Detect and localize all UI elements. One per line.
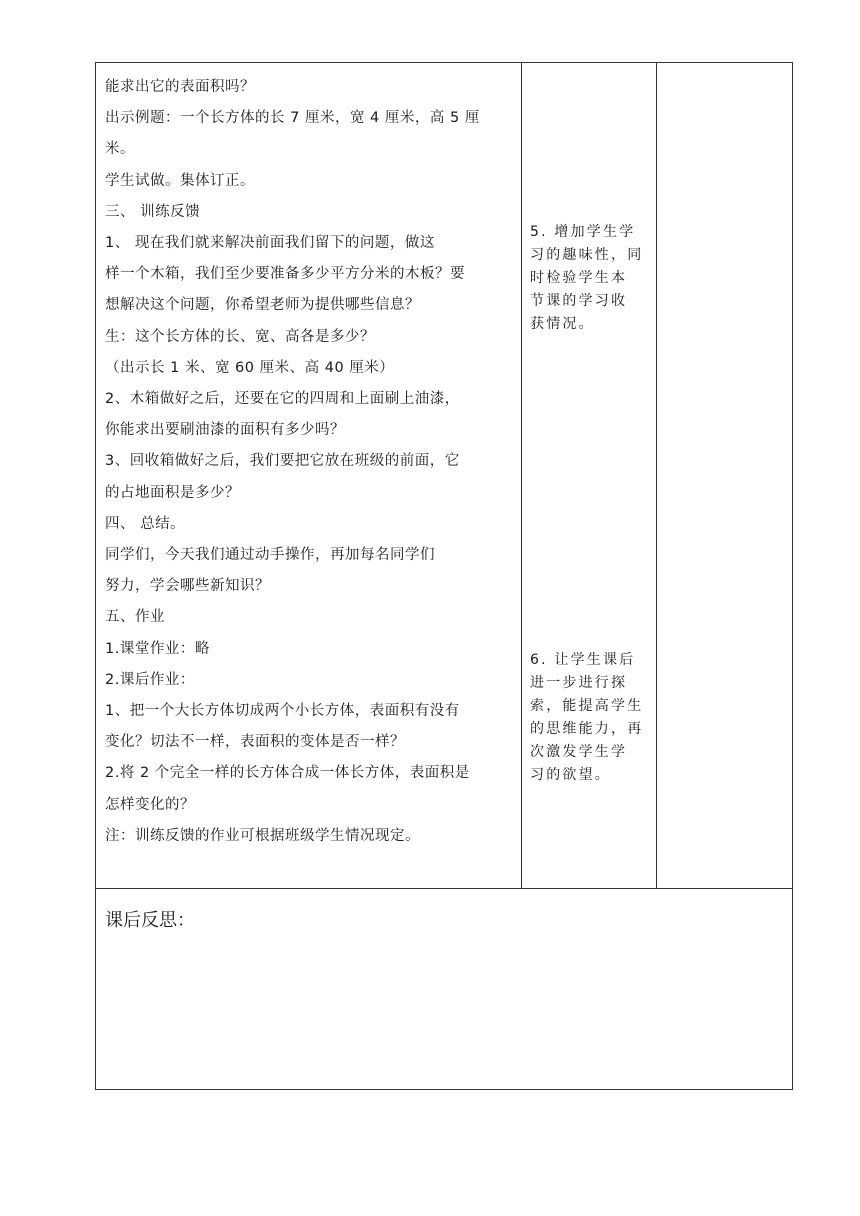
lesson-content-row — [96, 63, 792, 888]
design-intent-cell — [522, 63, 657, 888]
text-line: 你能求出要刷油漆的面积有多少吗？ — [105, 422, 345, 438]
section-heading: 四、 总结。 — [105, 516, 186, 532]
intent-line: 的思维能力，再 — [530, 721, 644, 737]
notes-cell — [657, 63, 792, 888]
text-line: 3、回收箱做好之后，我们要把它放在班级的前面，它 — [105, 453, 460, 469]
text-line: 变化？切法不一样，表面积的变体是否一样？ — [105, 734, 405, 750]
intent-line: 习的趣味性，同 — [530, 247, 644, 263]
text-line: 学生试做。集体订正。 — [105, 173, 255, 189]
text-line: 同学们，今天我们通过动手操作，再加每名同学们 — [105, 547, 435, 563]
design-intent-5 — [530, 221, 643, 336]
design-intent-6 — [530, 649, 643, 787]
text-line: 出示例题：一个长方体的长 7 厘米，宽 4 厘米，高 5 厘 — [105, 110, 480, 126]
text-line: 想解决这个问题，你希望老师为提供哪些信息？ — [105, 297, 420, 313]
text-line: 2.将 2 个完全一样的长方体合成一体长方体，表面积是 — [105, 765, 470, 781]
intent-line: 获情况。 — [530, 316, 595, 332]
reflection-row — [96, 888, 792, 1089]
text-line: 生：这个长方体的长、宽、高各是多少？ — [105, 329, 375, 345]
text-line: 怎样变化的？ — [105, 797, 195, 813]
text-line: 1、把一个大长方体切成两个小长方体，表面积有没有 — [105, 703, 460, 719]
text-line: （出示长 1 米、宽 60 厘米、高 40 厘米） — [105, 360, 395, 376]
section-heading: 五、作业 — [105, 609, 165, 625]
intent-line: 次激发学生学 — [530, 744, 628, 760]
intent-line: 5. 增加学生学 — [530, 224, 636, 240]
intent-line: 索，能提高学生 — [530, 698, 644, 714]
text-line: 1.课堂作业：略 — [105, 641, 210, 657]
text-line: 1、 现在我们就来解决前面我们留下的问题，做这 — [105, 235, 435, 251]
intent-line: 习的欲望。 — [530, 767, 611, 783]
teaching-process-cell — [96, 63, 522, 888]
text-line: 米。 — [105, 141, 135, 157]
note-line: 注：训练反馈的作业可根据班级学生情况现定。 — [105, 828, 420, 844]
intent-line: 进一步进行探 — [530, 675, 628, 691]
intent-line: 节课的学习收 — [530, 293, 628, 309]
lesson-plan-table — [95, 62, 793, 1090]
text-line: 2、木箱做好之后，还要在它的四周和上面刷上油漆， — [105, 391, 460, 407]
text-line: 能求出它的表面积吗？ — [105, 79, 255, 95]
section-heading: 三、 训练反馈 — [105, 204, 201, 220]
intent-line: 时检验学生本 — [530, 270, 628, 286]
reflection-label: 课后反思： — [105, 910, 195, 931]
text-line: 样一个木箱，我们至少要准备多少平方分米的木板？要 — [105, 266, 465, 282]
text-line: 努力，学会哪些新知识？ — [105, 578, 270, 594]
text-line: 的占地面积是多少？ — [105, 485, 240, 501]
intent-line: 6. 让学生课后 — [530, 652, 636, 668]
text-line: 2.课后作业： — [105, 672, 195, 688]
